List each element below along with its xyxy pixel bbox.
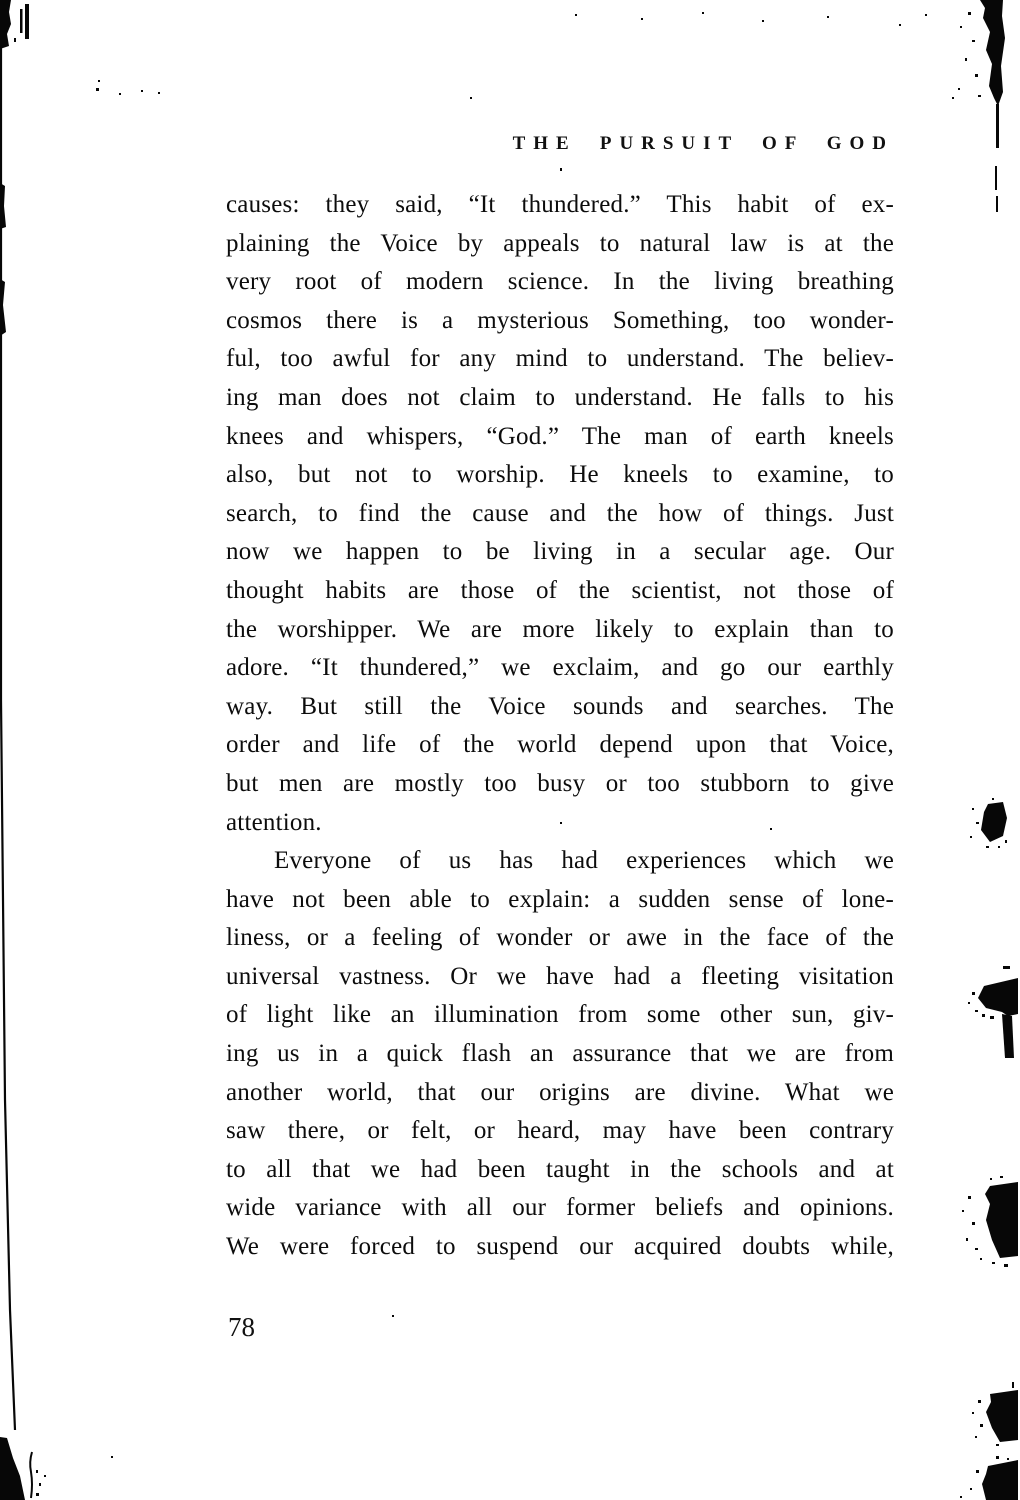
body-text-line: now we happen to be living in a secular age. Our	[226, 538, 894, 566]
body-text-line: attention.	[226, 808, 322, 836]
body-text-line: way. But still the Voice sounds and searches. The	[226, 692, 894, 720]
body-text-line: order and life of the world depend upon that Voice,	[226, 731, 894, 759]
body-text-line: ful, too awful for any mind to understand. The believ-	[226, 345, 894, 373]
body-text-line: but men are mostly too busy or too stubborn to give	[226, 769, 894, 797]
running-header: THE PURSUIT OF GOD	[512, 133, 894, 154]
edge-blots-right	[952, 0, 1018, 1500]
body-text-line: the worshipper. We are more likely to explain than to	[226, 615, 894, 643]
body-text-line: have not been able to explain: a sudden sense of lone-	[226, 885, 894, 913]
body-text-line: causes: they said, “It thundered.” This habit of ex-	[226, 191, 894, 218]
body-text-line: plaining the Voice by appeals to natural law is at the	[226, 229, 894, 257]
body-text-line: cosmos there is a mysterious Something, too wonder-	[226, 306, 894, 334]
body-text-line: liness, or a feeling of wonder or awe in the face of the	[226, 924, 894, 952]
body-text-line: universal vastness. Or we have had a fleeting visitation	[226, 962, 894, 990]
body-text-line: another world, that our origins are divine. What we	[226, 1078, 894, 1106]
body-text-line: ing man does not claim to understand. He falls to his	[226, 383, 894, 411]
body-text-line: wide variance with all our former beliefs and opinions.	[226, 1194, 894, 1222]
gutter-shadow-left	[0, 0, 113, 1500]
body-text-line: adore. “It thundered,” we exclaim, and go our earthly	[226, 654, 894, 682]
page-body-text	[226, 186, 894, 1267]
body-text-line: very root of modern science. In the living breathing	[226, 268, 894, 296]
body-text-line: We were forced to suspend our acquired doubts while,	[226, 1233, 894, 1261]
body-text-line: search, to find the cause and the how of things. Just	[226, 499, 894, 527]
body-text-line: knees and whispers, “God.” The man of earth kneels	[226, 422, 894, 450]
page-number: 78	[228, 1312, 255, 1342]
body-text-line: saw there, or felt, or heard, may have been contrary	[226, 1117, 894, 1145]
body-text-line: Everyone of us has had experiences which we	[274, 847, 894, 875]
body-text-line: of light like an illumination from some other sun, giv-	[226, 1001, 894, 1029]
body-text-line: ing us in a quick flash an assurance that we are from	[226, 1040, 894, 1068]
body-text-line: thought habits are those of the scientist, not those of	[226, 576, 894, 604]
body-text-line: to all that we had been taught in the schools and at	[226, 1155, 894, 1183]
body-text-line: also, but not to worship. He kneels to examine, to	[226, 461, 894, 489]
